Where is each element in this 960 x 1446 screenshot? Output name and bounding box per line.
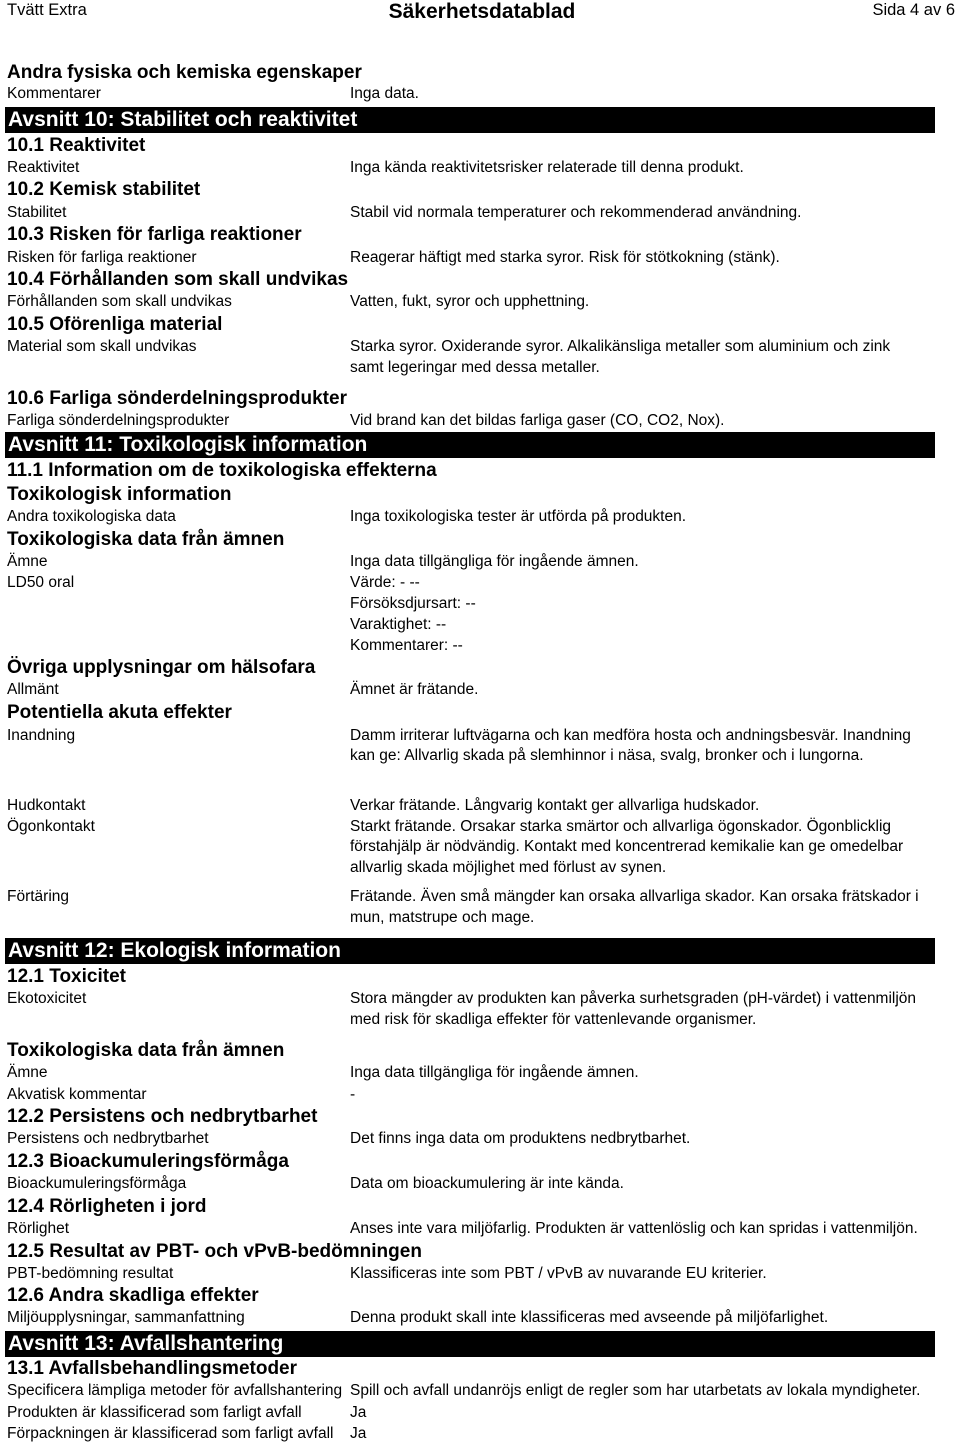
value-packaging-hazardous-waste: Ja: [350, 1425, 367, 1442]
value-substance-eco: Inga data tillgängliga för ingående ämnen.: [350, 1064, 639, 1081]
value-substance: Inga data tillgängliga för ingående ämnen.: [350, 553, 639, 570]
value-ecotoxicity-line-2: med risk för skadliga effekter för vattenlevande organismer.: [350, 1011, 757, 1028]
label-ingestion: Förtäring: [7, 888, 70, 905]
heading-10-5-incompatible-materials: 10.5 Oförenliga material: [7, 314, 223, 335]
label-reactivity: Reaktivitet: [7, 159, 80, 176]
value-eye-contact-line-2: förstahjälp är nödvändig. Kontakt med koncentrerad kemikalie kan ge omedelbar: [350, 838, 904, 855]
label-eye-contact: Ögonkontakt: [7, 818, 95, 835]
section-10-title-bar: Avsnitt 10: Stabilitet och reaktivitet: [5, 107, 935, 133]
value-pbt-result: Klassificeras inte som PBT / vPvB av nuvarande EU kriterier.: [350, 1265, 767, 1282]
label-inhalation: Inandning: [7, 727, 76, 744]
label-bioaccumulation: Bioackumuleringsförmåga: [7, 1175, 187, 1192]
label-ld50-oral: LD50 oral: [7, 574, 75, 591]
value-bioaccumulation: Data om bioackumulering är inte kända.: [350, 1175, 624, 1192]
value-ld50-comments: Kommentarer: --: [350, 637, 463, 654]
value-ld50-species: Försöksdjursart: --: [350, 595, 476, 612]
value-ingestion-line-1: Frätande. Även små mängder kan orsaka allvarliga skador. Kan orsaka frätskador i: [350, 888, 919, 905]
section-12-title-bar: Avsnitt 12: Ekologisk information: [5, 938, 935, 964]
value-ingestion-line-2: mun, matstrupe och mage.: [350, 909, 535, 926]
value-aquatic-comment: -: [350, 1086, 356, 1103]
heading-10-1-reactivity: 10.1 Reaktivitet: [7, 135, 146, 156]
value-eye-contact-line-3: allvarlig skada möjlighet med förlust av synen.: [350, 859, 667, 876]
value-general: Ämnet är frätande.: [350, 681, 479, 698]
heading-other-health-hazard-info: Övriga upplysningar om hälsofara: [7, 657, 316, 678]
label-aquatic-comment: Akvatisk kommentar: [7, 1086, 147, 1103]
heading-toxicological-data-substances-eco: Toxikologiska data från ämnen: [7, 1040, 285, 1061]
label-substance: Ämne: [7, 553, 48, 570]
product-name: Tvätt Extra: [7, 1, 87, 19]
heading-10-3-hazardous-reactions: 10.3 Risken för farliga reaktioner: [7, 224, 302, 245]
value-stability: Stabil vid normala temperaturer och rekommenderad användning.: [350, 204, 802, 221]
value-comments: Inga data.: [350, 85, 419, 102]
label-environmental-summary: Miljöupplysningar, sammanfattning: [7, 1309, 245, 1326]
value-reactivity: Inga kända reaktivitetsrisker relaterade till denna produkt.: [350, 159, 744, 176]
document-title: Säkerhetsdatablad: [388, 0, 576, 23]
page-indicator: Sida 4 av 6: [872, 1, 955, 19]
value-waste-methods: Spill och avfall undanröjs enligt de regler som har utarbetats av lokala myndigheter.: [350, 1382, 921, 1399]
label-product-hazardous-waste: Produkten är klassificerad som farligt avfall: [7, 1404, 302, 1421]
value-inhalation-line-2: kan ge: Allvarlig skada på slemhinnor i näsa, svalg, bronker och i lungorna.: [350, 747, 864, 764]
label-mobility: Rörlighet: [7, 1220, 70, 1237]
value-hazardous-reactions: Reagerar häftigt med starka syror. Risk för stötkokning (stänk).: [350, 249, 780, 266]
value-ld50-duration: Varaktighet: --: [350, 616, 447, 633]
value-inhalation-line-1: Damm irriterar luftvägarna och kan medföra hosta och andningsbesvär. Inandning: [350, 727, 911, 744]
heading-13-1-waste-treatment: 13.1 Avfallsbehandlingsmetoder: [7, 1358, 298, 1379]
heading-12-2-persistence: 12.2 Persistens och nedbrytbarhet: [7, 1106, 318, 1127]
heading-12-1-toxicity: 12.1 Toxicitet: [7, 966, 126, 987]
label-decomposition-products: Farliga sönderdelningsprodukter: [7, 412, 230, 429]
value-decomposition-products: Vid brand kan det bildas farliga gaser (CO, CO2, Nox).: [350, 412, 725, 429]
section-11-title-bar: Avsnitt 11: Toxikologisk information: [5, 432, 935, 458]
label-general: Allmänt: [7, 681, 59, 698]
value-product-hazardous-waste: Ja: [350, 1404, 367, 1421]
heading-12-3-bioaccumulation: 12.3 Bioackumuleringsförmåga: [7, 1151, 289, 1172]
label-packaging-hazardous-waste: Förpackningen är klassificerad som farligt avfall: [7, 1425, 334, 1442]
value-environmental-summary: Denna produkt skall inte klassificeras med avseende på miljöfarlighet.: [350, 1309, 829, 1326]
value-persistence: Det finns inga data om produktens nedbrytbarhet.: [350, 1130, 691, 1147]
heading-10-2-chemical-stability: 10.2 Kemisk stabilitet: [7, 179, 201, 200]
heading-potential-acute-effects: Potentiella akuta effekter: [7, 702, 232, 723]
heading-toxicological-information: Toxikologisk information: [7, 484, 232, 505]
heading-12-6-other-adverse-effects: 12.6 Andra skadliga effekter: [7, 1285, 259, 1306]
heading-12-4-mobility-in-soil: 12.4 Rörligheten i jord: [7, 1196, 207, 1217]
label-substance-eco: Ämne: [7, 1064, 48, 1081]
value-skin-contact: Verkar frätande. Långvarig kontakt ger allvarliga hudskador.: [350, 797, 760, 814]
label-waste-methods: Specificera lämpliga metoder för avfallshantering: [7, 1382, 343, 1399]
heading-10-4-conditions-to-avoid: 10.4 Förhållanden som skall undvikas: [7, 269, 349, 290]
label-ecotoxicity: Ekotoxicitet: [7, 990, 87, 1007]
label-other-toxicological-data: Andra toxikologiska data: [7, 508, 176, 525]
label-persistence: Persistens och nedbrytbarhet: [7, 1130, 209, 1147]
value-ecotoxicity-line-1: Stora mängder av produkten kan påverka surhetsgraden (pH-värdet) i vattenmiljön: [350, 990, 917, 1007]
section-13-title-bar: Avsnitt 13: Avfallshantering: [5, 1331, 935, 1357]
value-ld50-value: Värde: - --: [350, 574, 420, 591]
heading-other-physical-properties: Andra fysiska och kemiska egenskaper: [7, 62, 362, 83]
label-materials-to-avoid: Material som skall undvikas: [7, 338, 197, 355]
value-eye-contact-line-1: Starkt frätande. Orsakar starka smärtor och allvarliga ögonskador. Ögonblicklig: [350, 818, 892, 835]
label-conditions-to-avoid: Förhållanden som skall undvikas: [7, 293, 232, 310]
heading-12-5-pbt-assessment: 12.5 Resultat av PBT- och vPvB-bedömningen: [7, 1241, 422, 1262]
label-skin-contact: Hudkontakt: [7, 797, 86, 814]
heading-toxicological-data-substances: Toxikologiska data från ämnen: [7, 529, 285, 550]
value-mobility: Anses inte vara miljöfarlig. Produkten är vattenlöslig och kan spridas i vattenmiljön.: [350, 1220, 918, 1237]
label-comments: Kommentarer: [7, 85, 101, 102]
heading-11-1-toxicological-effects: 11.1 Information om de toxikologiska effekterna: [7, 460, 437, 481]
value-conditions-to-avoid: Vatten, fukt, syror och upphettning.: [350, 293, 590, 310]
label-pbt-result: PBT-bedömning resultat: [7, 1265, 174, 1282]
label-hazardous-reactions: Risken för farliga reaktioner: [7, 249, 197, 266]
value-materials-to-avoid-line-1: Starka syror. Oxiderande syror. Alkalikänsliga metaller som aluminium och zink: [350, 338, 891, 355]
label-stability: Stabilitet: [7, 204, 67, 221]
value-other-toxicological-data: Inga toxikologiska tester är utförda på produkten.: [350, 508, 687, 525]
value-materials-to-avoid-line-2: samt legeringar med dessa metaller.: [350, 359, 600, 376]
heading-10-6-decomposition-products: 10.6 Farliga sönderdelningsprodukter: [7, 388, 347, 409]
